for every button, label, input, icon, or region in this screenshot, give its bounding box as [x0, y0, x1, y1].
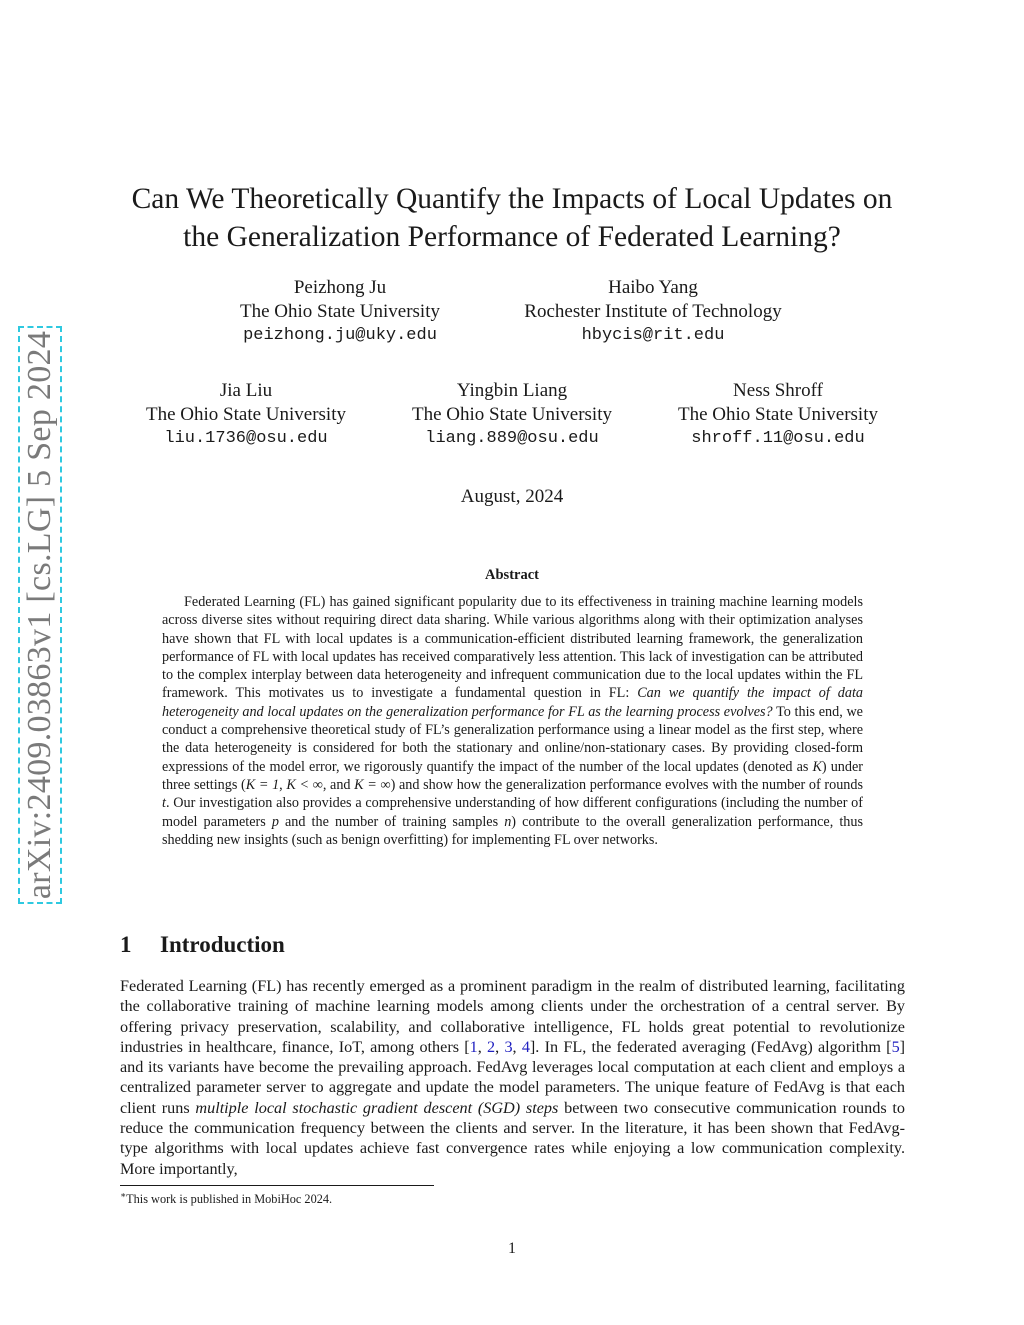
abstract-text: Federated Learning (FL) has gained significant popularity due to its effectiveness in training machine learning models across diverse sites without requiring direct data sharing. While various algorithms along with their optimization analyses have shown that FL with local updates is a communication-efficient distributed learning framework, the generalization performance of FL with local updates has received comparatively less attention. This lack of investigation can be attributed to the complex interplay between data heterogeneity and infrequent communication due to the local updates within the FL framework. This motivates us to investigate a fundamental question in FL: Can we quantify the impact of data heterogeneity and local updates on the generalization performance for FL as the learning process evolves? To this end, we conduct a comprehensive theoretical study of FL’s generalization performance using a linear model as the first step, where the data heterogeneity is considered for both the stationary and online/non-stationary cases. By providing closed-form expressions of the model error, we rigorously quantify the impact of the number of the local updates (denoted as K) under three settings (K = 1, K < ∞, and K = ∞) and show how the generalization performance evolves with the number of rounds t. Our investigation also provides a comprehensive understanding of how different configurations (including the number of model parameters p and the number of training samples n) contribute to the overall generalization performance, thus shedding new insights (such as benign overfitting) for implementing FL over networks. [162, 594, 864, 848]
title-line-2: the Generalization Performance of Federated Learning? [183, 221, 841, 253]
arxiv-id: arXiv:2409.03863v1 [cs.LG] 5 Sep 2024 [21, 330, 58, 900]
author-block [652, 379, 904, 451]
section-number: 1 [120, 932, 132, 957]
author-name: Ness Shroff [733, 380, 823, 401]
author-email[interactable]: peizhong.ju@uky.edu [243, 326, 437, 345]
citation-link[interactable]: 2 [487, 1037, 496, 1056]
author-affiliation: Rochester Institute of Technology [524, 301, 782, 322]
page-number: 1 [508, 1240, 516, 1257]
intro-paragraph: Federated Learning (FL) has recently emerged as a prominent paradigm in the realm of distributed learning, facilitating the collaborative training of machine learning models among clients under the orchestration of a central server. By offering privacy preservation, scalability, and collaborative intelligence, FL holds great potential to revolutionize industries in healthcare, finance, IoT, among others [1, 2, 3, 4]. In FL, the federated averaging (FedAvg) algorithm [5] and its variants have become the prevailing approach. FedAvg leverages local computation at each client and employs a centralized parameter server to aggregate and update the model parameters. The unique feature of FedAvg is that each client runs multiple local stochastic gradient descent (SGD) steps between two consecutive communication rounds to reduce the communication frequency between the clients and server. In the literature, it has been shown that FedAvg-type algorithms with local updates achieve fast convergence rates while enjoying a low communication complexity. More importantly, [120, 977, 906, 1178]
author-affiliation: The Ohio State University [146, 404, 346, 425]
author-name: Jia Liu [219, 380, 273, 401]
footnote-rule [120, 1185, 434, 1186]
abstract-heading: Abstract [485, 567, 539, 583]
author-block [493, 276, 813, 348]
author-email[interactable]: liang.889@osu.edu [425, 429, 599, 448]
citation-link[interactable]: 3 [504, 1037, 513, 1056]
author-block [200, 276, 480, 348]
emphasis-text: multiple local stochastic gradient descent (SGD) steps [195, 1098, 559, 1117]
citation-link[interactable]: 4 [521, 1037, 530, 1056]
author-affiliation: The Ohio State University [678, 404, 878, 425]
research-question: Can we quantify the impact of data heterogeneity and local updates on the generalization performance for FL as the learning process evolves? [162, 685, 863, 720]
section-title: Introduction [160, 932, 285, 957]
author-affiliation: The Ohio State University [240, 301, 440, 322]
author-email[interactable]: hbycis@rit.edu [581, 326, 725, 345]
author-name: Haibo Yang [608, 277, 698, 298]
footnote-text: This work is published in MobiHoc 2024. [126, 1192, 333, 1207]
author-email[interactable]: shroff.11@osu.edu [691, 429, 865, 448]
author-block [120, 379, 372, 451]
title-line-1: Can We Theoretically Quantify the Impacts of Local Updates on [131, 183, 893, 215]
arxiv-stamp [18, 326, 62, 904]
citation-link[interactable]: 1 [469, 1037, 478, 1056]
paper-date: August, 2024 [460, 486, 564, 507]
author-name: Yingbin Liang [456, 380, 568, 401]
footnote-mark: ∗ [120, 1190, 127, 1200]
author-block [386, 379, 638, 451]
citation-link[interactable]: 5 [891, 1037, 900, 1056]
paper-title [100, 180, 924, 256]
footnote [120, 1190, 332, 1207]
author-affiliation: The Ohio State University [412, 404, 612, 425]
author-name: Peizhong Ju [293, 277, 387, 298]
author-email[interactable]: liu.1736@osu.edu [164, 429, 328, 448]
section-heading [120, 932, 285, 958]
